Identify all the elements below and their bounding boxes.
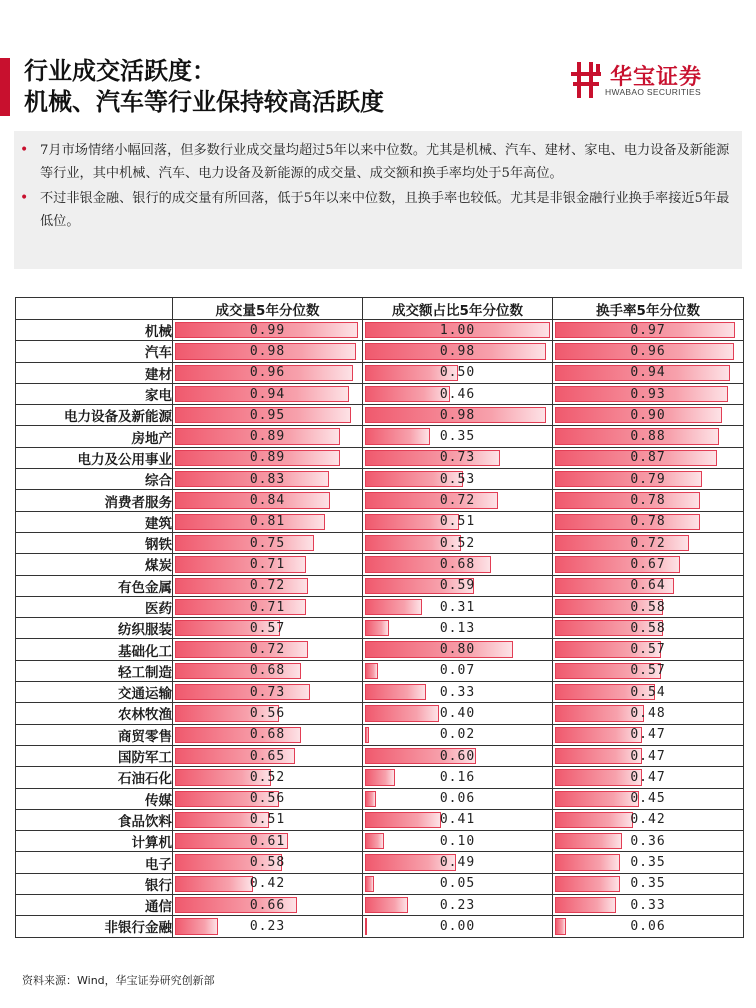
percentile-value: 0.68	[249, 663, 286, 679]
industry-name: 国防军工	[16, 745, 173, 766]
percentile-value: 0.51	[249, 812, 286, 828]
turnover-cell	[553, 405, 744, 426]
table-row	[16, 596, 744, 617]
percentile-value: 0.54	[630, 684, 666, 700]
amount-share-cell	[363, 703, 553, 724]
percentile-value: 0.96	[249, 365, 286, 381]
industry-name: 家电	[16, 383, 173, 404]
percentile-value: 0.71	[249, 599, 286, 615]
table-header-row	[16, 298, 744, 320]
percentile-value: 0.10	[439, 833, 476, 849]
percentile-value: 0.07	[439, 663, 476, 679]
amount-share-cell	[363, 618, 553, 639]
table-row	[16, 320, 744, 341]
volume-cell	[173, 596, 363, 617]
percentile-value: 0.81	[249, 514, 286, 530]
turnover-cell	[553, 916, 744, 937]
amount-share-cell	[363, 596, 553, 617]
turnover-cell	[553, 745, 744, 766]
table-row	[16, 383, 744, 404]
volume-cell	[173, 745, 363, 766]
percentile-value: 0.50	[439, 365, 476, 381]
percentile-value: 0.66	[249, 897, 286, 913]
table-row	[16, 745, 744, 766]
volume-cell	[173, 682, 363, 703]
volume-cell	[173, 469, 363, 490]
amount-share-cell	[363, 490, 553, 511]
percentile-value: 0.53	[439, 471, 476, 487]
percentile-value: 0.78	[630, 493, 666, 509]
table-row	[16, 639, 744, 660]
amount-share-cell	[363, 852, 553, 873]
percentile-value: 0.42	[249, 876, 286, 892]
percentile-value: 0.94	[249, 386, 286, 402]
percentile-value: 0.99	[249, 322, 286, 338]
percentile-value: 0.33	[630, 897, 666, 913]
industry-name: 食品饮料	[16, 809, 173, 830]
title-accent-bar	[0, 58, 10, 116]
turnover-cell	[553, 575, 744, 596]
amount-share-cell	[363, 745, 553, 766]
amount-share-cell	[363, 341, 553, 362]
percentile-value: 0.97	[630, 322, 666, 338]
amount-share-cell	[363, 469, 553, 490]
volume-cell	[173, 788, 363, 809]
percentile-value: 0.56	[249, 791, 286, 807]
percentile-value: 0.95	[249, 407, 286, 423]
percentile-value: 0.67	[630, 556, 666, 572]
table-row	[16, 852, 744, 873]
industry-name: 煤炭	[16, 554, 173, 575]
percentile-value: 0.58	[630, 599, 666, 615]
industry-name: 非银行金融	[16, 916, 173, 937]
percentile-value: 0.31	[439, 599, 476, 615]
volume-cell	[173, 511, 363, 532]
percentile-value: 0.72	[439, 493, 476, 509]
amount-share-cell	[363, 788, 553, 809]
bullet-icon: •	[20, 142, 29, 158]
percentile-value: 0.96	[630, 343, 666, 359]
table-row	[16, 426, 744, 447]
table-row	[16, 618, 744, 639]
percentile-value: 0.57	[630, 642, 666, 658]
percentile-value: 0.13	[439, 620, 476, 636]
industry-name: 计算机	[16, 831, 173, 852]
table-row	[16, 490, 744, 511]
volume-cell	[173, 405, 363, 426]
amount-share-cell	[363, 383, 553, 404]
table-row	[16, 809, 744, 830]
percentile-value: 0.23	[249, 918, 286, 934]
table-row	[16, 511, 744, 532]
amount-share-cell	[363, 405, 553, 426]
volume-cell	[173, 341, 363, 362]
table-row	[16, 341, 744, 362]
turnover-cell	[553, 660, 744, 681]
summary-bullet	[20, 139, 732, 185]
turnover-cell	[553, 852, 744, 873]
turnover-cell	[553, 554, 744, 575]
amount-share-cell	[363, 362, 553, 383]
table-row	[16, 469, 744, 490]
volume-cell	[173, 447, 363, 468]
percentile-value: 0.98	[249, 343, 286, 359]
industry-name: 机械	[16, 320, 173, 341]
percentile-value: 1.00	[439, 322, 476, 338]
turnover-cell	[553, 831, 744, 852]
percentile-value: 0.23	[439, 897, 476, 913]
amount-share-cell	[363, 511, 553, 532]
percentile-value: 0.89	[249, 450, 286, 466]
amount-share-cell	[363, 873, 553, 894]
summary-text-1: 7月市场情绪小幅回落，但多数行业成交量均超过5年以来中位数。尤其是机械、汽车、建材、家电、电力设备及新能源等行业，其中机械、汽车、电力设备及新能源的成交量、成交额和换手率均处于5年高位。	[40, 143, 730, 181]
page-title-line2: 机械、汽车等行业保持较高活跃度	[24, 88, 384, 116]
percentile-value: 0.47	[630, 727, 666, 743]
table-row	[16, 682, 744, 703]
turnover-cell	[553, 596, 744, 617]
industry-name: 电子	[16, 852, 173, 873]
amount-share-cell	[363, 447, 553, 468]
percentile-value: 0.59	[439, 578, 476, 594]
percentile-value: 0.79	[630, 471, 666, 487]
percentile-value: 0.71	[249, 556, 286, 572]
table-body	[16, 320, 744, 938]
percentile-value: 0.35	[630, 876, 666, 892]
volume-cell	[173, 895, 363, 916]
amount-share-cell	[363, 895, 553, 916]
turnover-cell	[553, 767, 744, 788]
percentile-value: 0.35	[439, 429, 476, 445]
industry-name: 医药	[16, 596, 173, 617]
percentile-value: 0.89	[249, 429, 286, 445]
page-title-line1: 行业成交活跃度：	[24, 57, 216, 85]
volume-cell	[173, 639, 363, 660]
percentile-value: 0.80	[439, 642, 476, 658]
percentile-value: 0.68	[249, 727, 286, 743]
turnover-cell	[553, 511, 744, 532]
turnover-cell	[553, 682, 744, 703]
summary-bullet	[20, 187, 732, 233]
percentile-value: 0.35	[630, 855, 666, 871]
volume-cell	[173, 852, 363, 873]
industry-name: 石油石化	[16, 767, 173, 788]
logo-name-cn: 华宝证券	[610, 65, 703, 90]
bullet-icon: •	[20, 190, 29, 206]
percentile-value: 0.84	[249, 493, 286, 509]
volume-cell	[173, 383, 363, 404]
source-note: 资料来源：Wind，华宝证券研究创新部	[22, 974, 215, 987]
amount-share-cell	[363, 426, 553, 447]
table-row	[16, 724, 744, 745]
percentile-value: 0.47	[630, 769, 666, 785]
industry-name: 建筑	[16, 511, 173, 532]
volume-cell	[173, 490, 363, 511]
volume-cell	[173, 362, 363, 383]
volume-cell	[173, 767, 363, 788]
volume-cell	[173, 916, 363, 937]
percentile-value: 0.41	[439, 812, 476, 828]
summary-box	[14, 131, 742, 269]
industry-name: 综合	[16, 469, 173, 490]
table-row	[16, 532, 744, 553]
volume-cell	[173, 831, 363, 852]
amount-share-cell	[363, 767, 553, 788]
percentile-value: 0.05	[439, 876, 476, 892]
amount-share-cell	[363, 809, 553, 830]
amount-share-cell	[363, 682, 553, 703]
percentile-value: 0.42	[630, 812, 666, 828]
header-blank	[16, 298, 173, 320]
volume-cell	[173, 703, 363, 724]
percentile-value: 0.58	[249, 855, 286, 871]
percentile-value: 0.78	[630, 514, 666, 530]
percentile-value: 0.57	[630, 663, 666, 679]
industry-name: 商贸零售	[16, 724, 173, 745]
percentile-value: 0.60	[439, 748, 476, 764]
turnover-cell	[553, 703, 744, 724]
percentile-value: 0.57	[249, 620, 286, 636]
table-row	[16, 767, 744, 788]
volume-cell	[173, 426, 363, 447]
volume-cell	[173, 554, 363, 575]
volume-cell	[173, 532, 363, 553]
percentile-value: 0.58	[630, 620, 666, 636]
percentile-value: 0.88	[630, 429, 666, 445]
percentile-value: 0.83	[249, 471, 286, 487]
percentile-value: 0.16	[439, 769, 476, 785]
turnover-cell	[553, 809, 744, 830]
turnover-cell	[553, 788, 744, 809]
percentile-value: 0.73	[249, 684, 286, 700]
percentile-value: 0.45	[630, 791, 666, 807]
volume-cell	[173, 618, 363, 639]
turnover-cell	[553, 490, 744, 511]
industry-name: 银行	[16, 873, 173, 894]
percentile-value: 0.75	[249, 535, 286, 551]
summary-text-2: 不过非银金融、银行的成交量有所回落，低于5年以来中位数，且换手率也较低。尤其是非银金融行业换手率接近5年最低位。	[40, 191, 730, 229]
table-row	[16, 575, 744, 596]
percentile-value: 0.87	[630, 450, 666, 466]
percentile-value: 0.33	[439, 684, 476, 700]
turnover-cell	[553, 724, 744, 745]
percentile-value: 0.72	[249, 642, 286, 658]
percentile-value: 0.94	[630, 365, 666, 381]
turnover-cell	[553, 639, 744, 660]
turnover-cell	[553, 447, 744, 468]
percentile-value: 0.64	[630, 578, 666, 594]
percentile-value: 0.61	[249, 833, 286, 849]
table-row	[16, 447, 744, 468]
industry-name: 交通运输	[16, 682, 173, 703]
amount-share-cell	[363, 575, 553, 596]
turnover-cell	[553, 895, 744, 916]
hwabao-logo-icon	[570, 60, 604, 100]
percentile-value: 0.36	[630, 833, 666, 849]
table-row	[16, 703, 744, 724]
percentile-value: 0.68	[439, 556, 476, 572]
percentile-value: 0.52	[439, 535, 476, 551]
industry-name: 农林牧渔	[16, 703, 173, 724]
turnover-cell	[553, 532, 744, 553]
industry-name: 通信	[16, 895, 173, 916]
table-row	[16, 895, 744, 916]
percentile-value: 0.90	[630, 407, 666, 423]
industry-name: 电力及公用事业	[16, 447, 173, 468]
percentile-value: 0.98	[439, 343, 476, 359]
amount-share-cell	[363, 916, 553, 937]
table-row	[16, 362, 744, 383]
percentile-value: 0.56	[249, 705, 286, 721]
industry-name: 房地产	[16, 426, 173, 447]
volume-cell	[173, 660, 363, 681]
page-title	[24, 56, 384, 118]
turnover-cell	[553, 873, 744, 894]
industry-name: 汽车	[16, 341, 173, 362]
turnover-cell	[553, 320, 744, 341]
industry-activity-table	[15, 297, 744, 938]
table-row	[16, 554, 744, 575]
percentile-value: 0.06	[439, 791, 476, 807]
percentile-value: 0.73	[439, 450, 476, 466]
percentile-value: 0.65	[249, 748, 286, 764]
amount-share-cell	[363, 660, 553, 681]
volume-cell	[173, 809, 363, 830]
turnover-cell	[553, 362, 744, 383]
percentile-value: 0.40	[439, 705, 476, 721]
percentile-value: 0.48	[630, 705, 666, 721]
amount-share-cell	[363, 724, 553, 745]
turnover-cell	[553, 469, 744, 490]
volume-cell	[173, 575, 363, 596]
amount-share-cell	[363, 554, 553, 575]
company-logo	[570, 60, 746, 100]
industry-name: 有色金属	[16, 575, 173, 596]
percentile-value: 0.02	[439, 727, 476, 743]
percentile-value: 0.47	[630, 748, 666, 764]
industry-name: 轻工制造	[16, 660, 173, 681]
percentile-value: 0.06	[630, 918, 666, 934]
industry-name: 基础化工	[16, 639, 173, 660]
percentile-value: 0.98	[439, 407, 476, 423]
table-row	[16, 873, 744, 894]
volume-cell	[173, 873, 363, 894]
amount-share-cell	[363, 532, 553, 553]
table-row	[16, 660, 744, 681]
industry-name: 纺织服装	[16, 618, 173, 639]
percentile-value: 0.49	[439, 855, 476, 871]
amount-share-cell	[363, 320, 553, 341]
table-row	[16, 405, 744, 426]
volume-cell	[173, 724, 363, 745]
percentile-value: 0.51	[439, 514, 476, 530]
turnover-cell	[553, 426, 744, 447]
amount-share-cell	[363, 639, 553, 660]
header-turnover-percentile: 换手率5年分位数	[553, 298, 744, 320]
percentile-value: 0.72	[249, 578, 286, 594]
logo-name-en: HWABAO SECURITIES	[605, 87, 701, 97]
turnover-cell	[553, 383, 744, 404]
industry-name: 消费者服务	[16, 490, 173, 511]
volume-cell	[173, 320, 363, 341]
table-row	[16, 831, 744, 852]
industry-name: 电力设备及新能源	[16, 405, 173, 426]
industry-name: 钢铁	[16, 532, 173, 553]
percentile-value: 0.00	[439, 918, 476, 934]
header-amount-share-percentile: 成交额占比5年分位数	[363, 298, 553, 320]
percentile-value: 0.93	[630, 386, 666, 402]
percentile-value: 0.52	[249, 769, 286, 785]
turnover-cell	[553, 341, 744, 362]
table-row	[16, 916, 744, 937]
amount-share-cell	[363, 831, 553, 852]
industry-name: 建材	[16, 362, 173, 383]
table-row	[16, 788, 744, 809]
percentile-value: 0.72	[630, 535, 666, 551]
turnover-cell	[553, 618, 744, 639]
percentile-value: 0.46	[439, 386, 476, 402]
header-volume-percentile: 成交量5年分位数	[173, 298, 363, 320]
industry-name: 传媒	[16, 788, 173, 809]
